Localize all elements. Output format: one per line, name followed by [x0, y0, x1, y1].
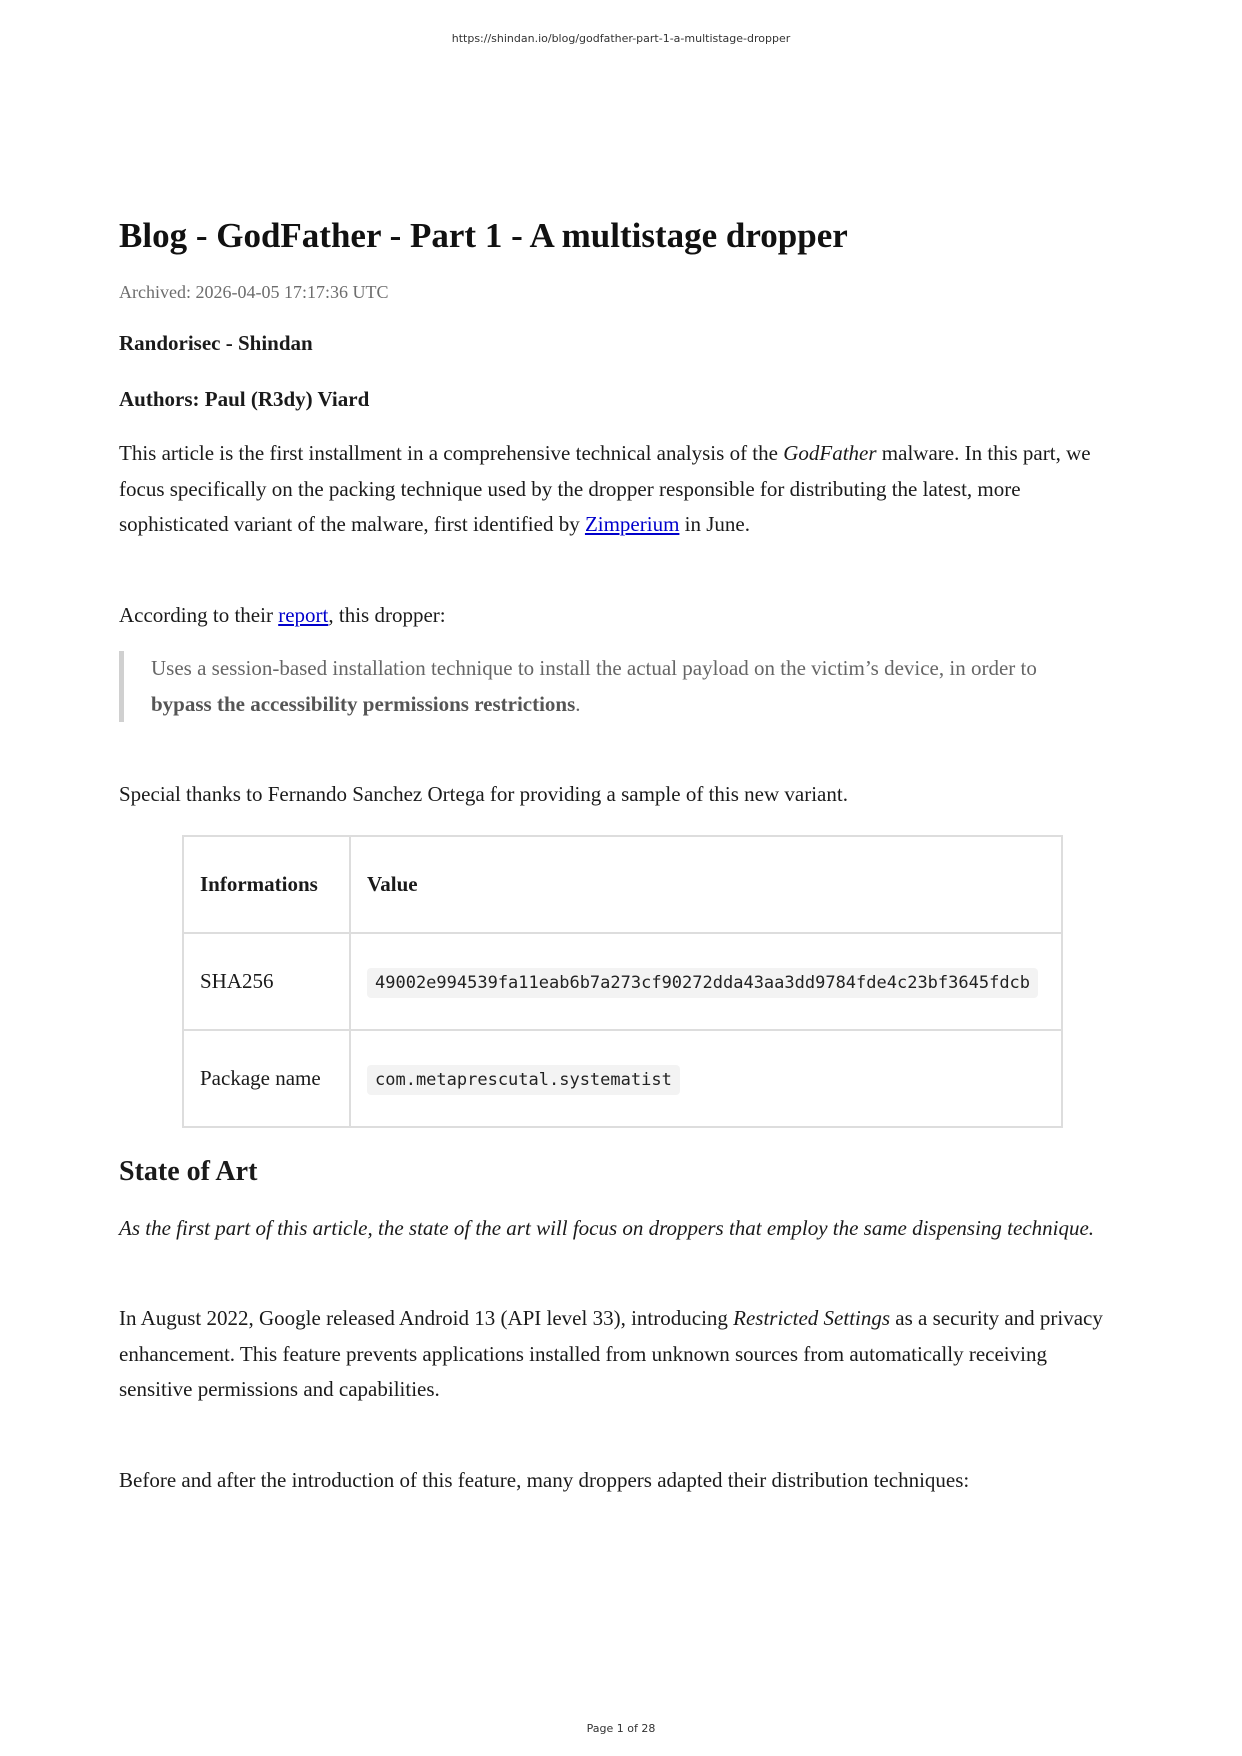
thanks-paragraph: Special thanks to Fernando Sanchez Ortega for providing a sample of this new variant.: [119, 782, 848, 806]
table-header-row: [183, 836, 1062, 933]
table-cell-label: Package name: [183, 1030, 350, 1127]
table-row: [183, 933, 1062, 1030]
report-link[interactable]: report: [278, 602, 329, 627]
section-intro: As the first part of this article, the state of the art will focus on droppers that employ the same dispensing technique.: [119, 1215, 1095, 1240]
aug-text-1: In August 2022, Google released Android 13 (API level 33), introducing: [119, 1306, 734, 1330]
archived-timestamp: Archived: 2026-04-05 17:17:36 UTC: [119, 282, 389, 302]
table-header-value: Value: [350, 836, 1062, 933]
section-title: State of Art: [119, 1155, 258, 1187]
info-table: [182, 835, 1063, 1128]
according-paragraph: [119, 598, 1119, 634]
according-text-2: , this dropper:: [328, 602, 446, 627]
authors: Authors: Paul (R3dy) Viard: [119, 387, 370, 411]
package-name-code: com.metaprescutal.systematist: [367, 1065, 680, 1095]
organization: Randorisec - Shindan: [119, 331, 313, 355]
before-paragraph: Before and after the introduction of this feature, many droppers adapted their distribution techniques:: [119, 1467, 970, 1492]
intro-text-3: in June.: [679, 512, 750, 536]
quote-block: [119, 651, 1081, 722]
table-cell-label: SHA256: [183, 933, 350, 1030]
table-cell-value: [350, 1030, 1062, 1127]
quote-end: .: [575, 691, 581, 716]
zimperium-link[interactable]: Zimperium: [584, 512, 680, 536]
sha256-code: 49002e994539fa11eab6b7a273cf90272dda43aa3dd9784fde4c23bf3645fdcb: [367, 968, 1038, 998]
android13-paragraph: [119, 1301, 1119, 1408]
intro-text-1: This article is the first installment in a comprehensive technical analysis of the: [119, 441, 784, 465]
table-cell-value: [350, 933, 1062, 1030]
page-url: https://shindan.io/blog/godfather-part-1-a-multistage-dropper: [451, 32, 791, 45]
intro-paragraph: [119, 436, 1119, 543]
page-title: Blog - GodFather - Part 1 - A multistage dropper: [119, 216, 848, 255]
article: [119, 214, 1119, 1498]
table-header-informations: Informations: [183, 836, 350, 933]
page-number: Page 1 of 28: [586, 1722, 656, 1735]
table-row: [183, 1030, 1062, 1127]
quote-bold: bypass the accessibility permissions restrictions: [151, 691, 576, 716]
aug-text-2: as a security and privacy enhancement. This feature prevents applications installed from unknown sources from automatically receiving sensitive permissions and capabilities.: [119, 1306, 1103, 1401]
quote-text: Uses a session-based installation technique to install the actual payload on the victim’s device, in order to: [151, 656, 1037, 680]
intro-text-2: malware. In this part, we focus specifically on the packing technique used by the dropper responsible for distributing the latest, more sophisticated variant of the malware, first identified by: [119, 441, 1091, 536]
aug-italic: Restricted Settings: [733, 1306, 891, 1330]
intro-italic: GodFather: [783, 441, 877, 465]
according-text-1: According to their: [119, 602, 279, 627]
